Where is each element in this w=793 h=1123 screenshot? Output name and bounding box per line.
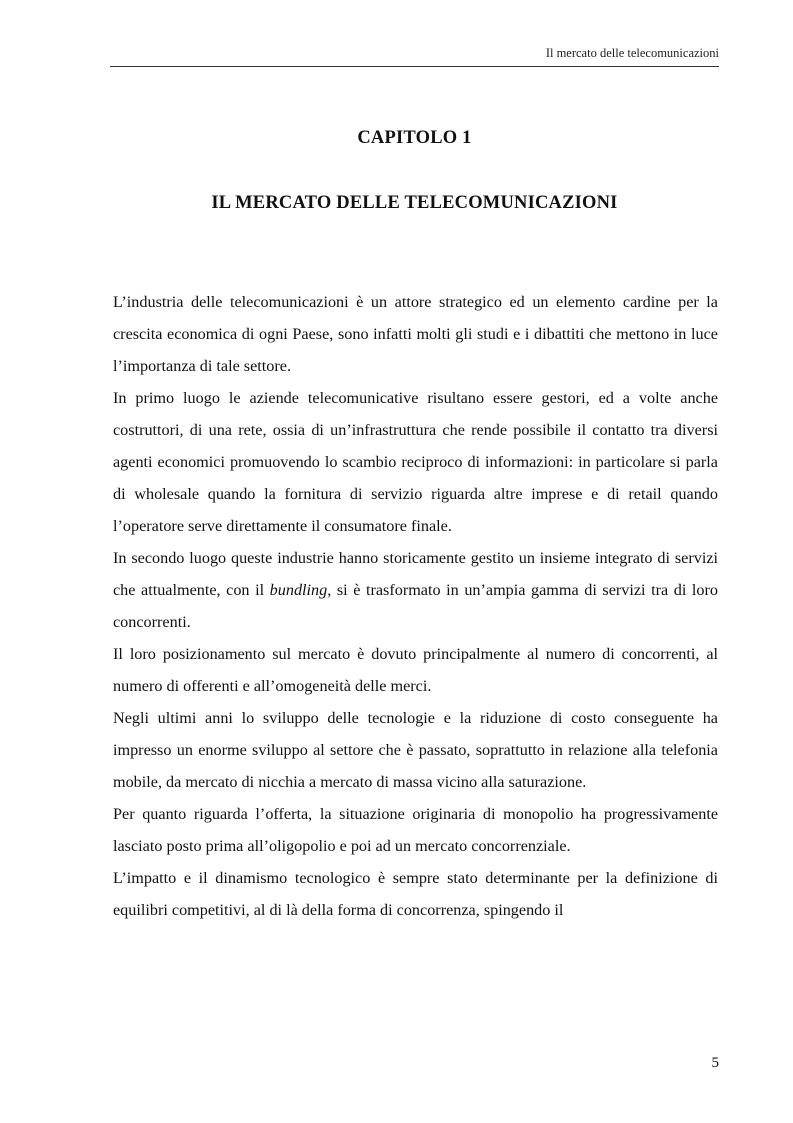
paragraph-2: In primo luogo le aziende telecomunicative risultano essere gestori, ed a volte anche costruttori, di una rete, ossia di un’infrastruttura che rende possibile il contatto tra diversi agenti economici promuovendo lo scambio reciproco di informazioni: in particolare si parla di wholesale quando la fornitura di servizio riguarda altre imprese e di retail quando l’operatore serve direttamente il consumatore finale. (113, 389, 718, 535)
paragraph-3 (113, 542, 718, 638)
page-number: 5 (711, 1055, 719, 1071)
running-header: Il mercato delle telecomunicazioni (545, 46, 719, 60)
paragraph-3-text-before: In secondo luogo queste industrie hanno storicamente gestito un insieme integrato di servizi che attualmente, con il (113, 549, 718, 599)
paragraph-6: Per quanto riguarda l’offerta, la situazione originaria di monopolio ha progressivamente lasciato posto prima all’oligopolio e poi ad un mercato concorrenziale. (113, 805, 718, 855)
paragraph-1: L’industria delle telecomunicazioni è un attore strategico ed un elemento cardine per la crescita economica di ogni Paese, sono infatti molti gli studi e i dibattiti che mettono in luce l’importanza di tale settore. (113, 293, 718, 375)
chapter-title: IL MERCATO DELLE TELECOMUNICAZIONI (211, 193, 618, 213)
paragraph-3-text-after: , si è trasformato in un’ampia gamma di servizi tra di loro concorrenti. (113, 581, 718, 631)
body-text (113, 286, 718, 926)
italic-term-bundling: bundling (269, 581, 328, 599)
paragraph-4: Il loro posizionamento sul mercato è dovuto principalmente al numero di concorrenti, al numero di offerenti e all’omogeneità delle merci. (113, 645, 718, 695)
paragraph-7: L’impatto e il dinamismo tecnologico è sempre stato determinante per la definizione di equilibri competitivi, al di là della forma di concorrenza, spingendo il (113, 869, 718, 919)
chapter-number: CAPITOLO 1 (357, 128, 472, 148)
paragraph-5: Negli ultimi anni lo sviluppo delle tecnologie e la riduzione di costo conseguente ha impresso un enorme sviluppo al settore che è passato, soprattutto in relazione alla telefonia mobile, da mercato di nicchia a mercato di massa vicino alla saturazione. (113, 709, 718, 791)
header-rule (110, 66, 719, 67)
